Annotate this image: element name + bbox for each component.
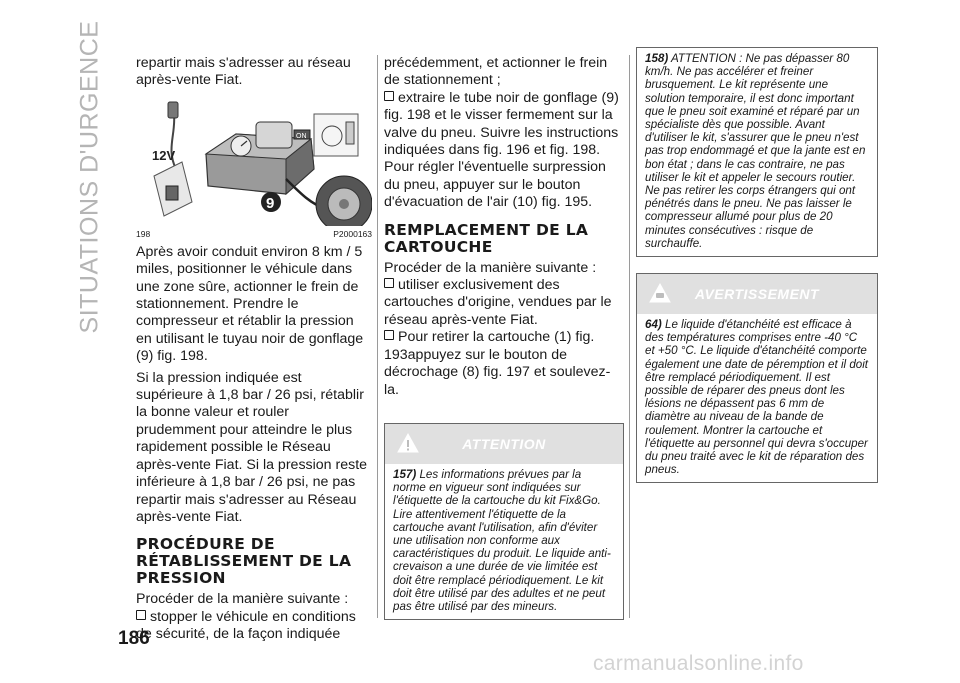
note-number: 157) [393,467,417,481]
note-text: Les informations prévues par la norme en vigueur sont indiquées sur l'étiquette de la cartouche du kit Fix&Go. Lire attentivement l'étiquette de la cartouche avant l'utilisation, afin d'éviter une utilisation non conforme aux caractéristiques du produit. Le liquide anti-crevaison a une durée de vie limitée est doit être remplacé périodiquement. Le kit doit être utilisé par des adultes et ne peut pas être utilisé par des mineurs. [393,467,611,613]
attention-title: ATTENTION [462,435,546,452]
note-64 [637,314,877,482]
paragraph: précédemment, et actionner le frein de stationnement ; [384,55,608,89]
paragraph: Procéder de la manière suivante : [384,259,597,276]
column-2 [384,55,624,620]
section-heading: PROCÉDURE DE RÉTABLISSEMENT DE LA PRESSION [136,535,352,588]
attention-box-continued [636,47,878,257]
list-item [384,90,624,212]
column-1 [136,55,372,644]
watermark: carmanualsonline.info [593,652,804,675]
checkbox-bullet-icon [384,330,394,340]
note-text: ATTENTION : Ne pas dépasser 80 km/h. Ne pas accélérer et freiner brusquement. Le kit représente une solution temporaire, il est donc important que le pneu soit examiné et réparé par un spécialiste dès que possible. Avant d'utiliser le kit, s'assurer que le pneu n'est pas trop endommagé et que la jante est en bon état ; dans le cas contraire, ne pas utiliser le kit et appeler le secours routier. Ne pas retirer les corps étrangers qui ont pénétrés dans le pneu. Ne pas laisser le compresseur allumé pour plus de 20 minutes consécutives : risque de surchauffe. [645,52,866,250]
figure-code: P2000163 [333,228,372,239]
callout-9: 9 [266,194,275,212]
avertissement-box [636,273,878,483]
section-title-text: SITUATIONS D'URGENCE [75,20,104,334]
section-title [70,20,110,334]
12v-label: 12V [152,147,176,163]
paragraph: Procéder de la manière suivante : [136,591,349,608]
on-label: ON [296,132,307,140]
attention-box [384,423,624,620]
checkbox-bullet-icon [136,610,146,620]
section-heading: REMPLACEMENT DE LA CARTOUCHE [384,220,589,256]
list-item-text: stopper le véhicule en conditions de sécurité, de la façon indiquée [136,608,356,643]
figure-number: 198 [136,228,151,239]
paragraph-intro: repartir mais s'adresser au réseau après-vente Fiat. [136,55,351,89]
figure-198 [136,94,372,239]
paragraph: Après avoir conduit environ 8 km / 5 miles, positionner le véhicule dans une zone sûre, actionner le frein de stationnement. Prendre le compresseur et rétablir la pression en utilisant le tuyau noir de gonflage (9) fig. 198. [136,243,364,365]
attention-header [385,424,623,464]
column-divider [377,55,378,618]
checkbox-bullet-icon [384,278,394,288]
list-item [384,329,624,399]
note-number: 158) [645,52,669,65]
note-157 [385,464,623,619]
page-number: 186 [118,628,150,649]
paragraph: Si la pression indiquée est supérieure à 1,8 bar / 26 psi, rétablir la bonne valeur et rouler prudemment pour atteindre le plus rapidement possible le Réseau après-vente Fiat. Si la pression reste inférieure à 1,8 bar / 26 psi, ne pas repartir mais s'adresser au Réseau après-vente Fiat. [136,369,368,525]
note-158 [637,48,877,256]
list-item-text: Pour retirer la cartouche (1) fig. 193appuyez sur le bouton de décrochage (8) fig. 197 et soulevez-la. [384,329,611,398]
compressor-illustration [136,94,372,226]
list-item [136,609,372,644]
note-text: Le liquide d'étanchéité est efficace à des températures comprises entre -40 °C et +50 °C. Le liquide d'étanchéité comporte également une date de péremption et il doit être remplacé périodiquement. Il est possible de réparer des pneus dont les lésions ne dépassent pas 6 mm de diamètre au niveau de la bande de roulement. Montrer la cartouche et l'étiquette au personnel qui devra s'occuper du pneu traité avec le kit de réparation des pneus. [645,318,869,477]
list-item-text: extraire le tube noir de gonflage (9) fig. 198 et le visser fermement sur la valve du pneu. Suivre les instructions indiquées dans fig. 196 et fig. 198. Pour régler l'éventuelle surpression du pneu, appuyer sur le bouton d'évacuation de l'air (10) fig. 195. [384,89,619,211]
column-3 [636,52,878,483]
list-item-text: utiliser exclusivement des cartouches d'origine, vendues par le réseau après-vente Fiat. [384,277,612,328]
note-number: 64) [645,318,662,332]
column-divider [629,55,630,618]
figure-caption [136,229,372,239]
avertissement-title: AVERTISSEMENT [694,286,820,303]
avertissement-header [637,274,877,314]
list-item [384,277,624,329]
checkbox-bullet-icon [384,91,394,101]
